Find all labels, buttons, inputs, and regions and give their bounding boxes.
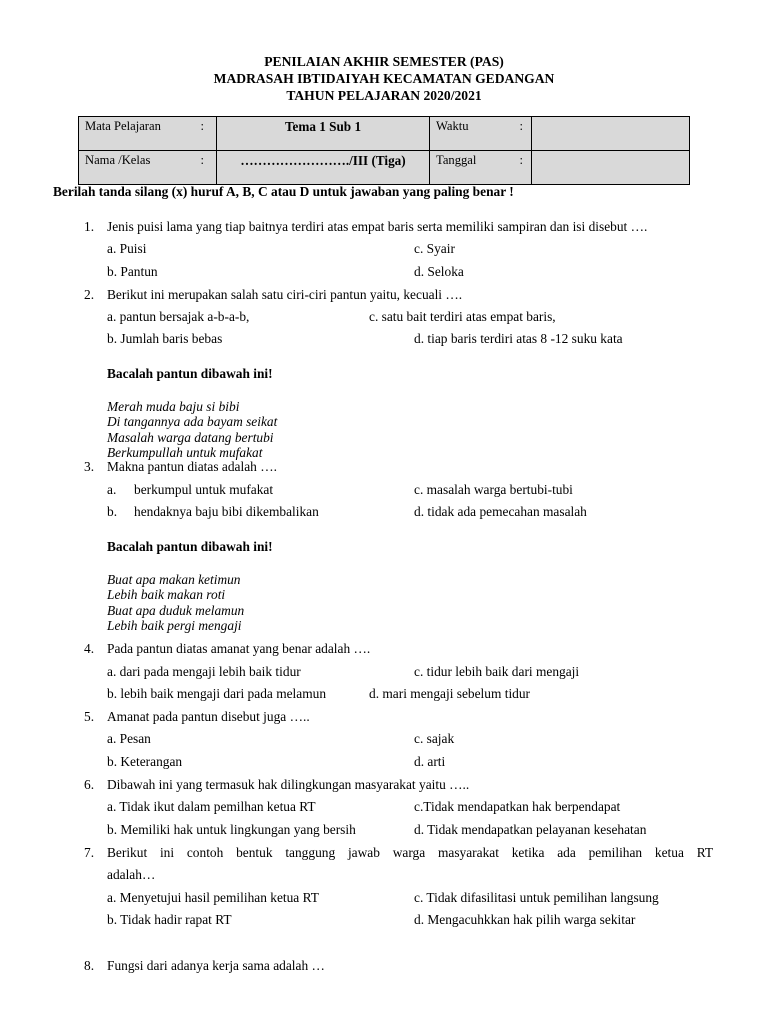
q3-poem-line-1: Merah muda baju si bibi [107, 399, 240, 414]
q5-text: Amanat pada pantun disebut juga ….. [107, 709, 310, 724]
q3-number: 3. [84, 459, 95, 474]
q4-poem-line-2: Lebih baik makan roti [107, 587, 226, 603]
q1-option-b[interactable]: b. Pantun [107, 264, 158, 279]
q7-option-d[interactable]: d. Mengacuhkkan hak pilih warga sekitar [414, 912, 636, 927]
student-info-table [78, 116, 690, 185]
q5-option-a[interactable]: a. Pesan [107, 731, 151, 746]
date-colon: : [519, 153, 523, 167]
date-label: Tanggal [436, 153, 477, 167]
q2-option-a[interactable]: a. pantun bersajak a-b-a-b, [107, 309, 250, 324]
q3-poem-line-3: Masalah warga datang bertubi [107, 429, 274, 445]
q3-option-c[interactable]: c. masalah warga bertubi-tubi [414, 482, 573, 497]
time-colon: : [519, 119, 523, 133]
subject-label-cell [79, 117, 217, 151]
q1-option-d[interactable]: d. Seloka [414, 264, 464, 279]
q1-option-a[interactable]: a. Puisi [107, 241, 147, 256]
q6-option-c[interactable]: c.Tidak mendapatkan hak berpendapat [414, 799, 621, 814]
q8-text: Fungsi dari adanya kerja sama adalah … [107, 958, 325, 973]
q7-number: 7. [84, 845, 95, 860]
q2-option-b[interactable]: b. Jumlah baris bebas [107, 331, 223, 346]
q2-text: Berikut ini merupakan salah satu ciri-ciri pantun yaitu, kecuali …. [107, 287, 463, 302]
name-colon: : [200, 153, 204, 167]
q4-option-d[interactable]: d. mari mengaji sebelum tidur [369, 686, 531, 701]
q3-poem [107, 399, 277, 461]
q3-poem-line-4: Berkumpullah untuk mufakat [107, 445, 263, 461]
q4-intro: Bacalah pantun dibawah ini! [107, 539, 273, 554]
q4-option-a[interactable]: a. dari pada mengaji lebih baik tidur [107, 664, 301, 679]
header-line-1: PENILAIAN AKHIR SEMESTER (PAS) [264, 54, 504, 69]
q7-text: Berikut ini contoh bentuk tanggung jawab warga masyarakat ketika ada pemilihan ketua RT [107, 845, 713, 860]
date-label-cell [430, 151, 532, 185]
name-label-cell [79, 151, 217, 185]
q4-option-c[interactable]: c. tidur lebih baik dari mengaji [414, 664, 580, 679]
time-value[interactable] [532, 117, 690, 151]
q3-option-a-letter: a. [107, 482, 117, 497]
q5-option-c[interactable]: c. sajak [414, 731, 455, 746]
info-row-name [79, 151, 690, 185]
q3-option-d[interactable]: d. tidak ada pemecahan masalah [414, 504, 587, 519]
subject-colon: : [200, 119, 204, 133]
q3-option-a[interactable]: berkumpul untuk mufakat [134, 482, 274, 497]
q1-option-c[interactable]: c. Syair [414, 241, 455, 256]
q3-option-b-letter: b. [107, 504, 118, 519]
q3-option-b[interactable]: hendaknya baju bibi dikembalikan [134, 504, 319, 519]
q7-option-a[interactable]: a. Menyetujui hasil pemilihan ketua RT [107, 890, 319, 905]
q2-option-c[interactable]: c. satu bait terdiri atas empat baris, [369, 309, 556, 324]
q6-option-b[interactable]: b. Memiliki hak untuk lingkungan yang bersih [107, 822, 356, 837]
time-label: Waktu [436, 119, 469, 133]
subject-label: Mata Pelajaran [85, 119, 161, 133]
date-value[interactable] [532, 151, 690, 185]
q7-option-b[interactable]: b. Tidak hadir rapat RT [107, 912, 232, 927]
exam-header [0, 53, 768, 104]
time-label-cell [430, 117, 532, 151]
name-label: Nama /Kelas [85, 153, 151, 167]
q6-option-a[interactable]: a. Tidak ikut dalam pemilhan ketua RT [107, 799, 316, 814]
q7-text-continued: adalah… [107, 867, 156, 882]
q4-number: 4. [84, 641, 95, 656]
q2-number: 2. [84, 287, 95, 302]
q1-text: Jenis puisi lama yang tiap baitnya terdiri atas empat baris serta memiliki sampiran dan isi disebut …. [107, 219, 648, 234]
q3-poem-line-2: Di tangannya ada bayam seikat [107, 414, 278, 430]
subject-value: Tema 1 Sub 1 [217, 117, 430, 151]
q4-option-b[interactable]: b. lebih baik mengaji dari pada melamun [107, 686, 327, 701]
q2-option-d[interactable]: d. tiap baris terdiri atas 8 -12 suku kata [414, 331, 623, 346]
q6-number: 6. [84, 777, 95, 792]
q8-number: 8. [84, 958, 95, 973]
info-row-subject [79, 117, 690, 151]
q4-poem [107, 572, 244, 634]
header-line-2: MADRASAH IBTIDAIYAH KECAMATAN GEDANGAN [213, 71, 555, 86]
instruction-text: Berilah tanda silang (x) huruf A, B, C atau D untuk jawaban yang paling benar ! [53, 184, 514, 199]
q5-option-d[interactable]: d. arti [414, 754, 446, 769]
q7-option-c[interactable]: c. Tidak difasilitasi untuk pemilihan langsung [414, 890, 659, 905]
q4-text: Pada pantun diatas amanat yang benar adalah …. [107, 641, 371, 656]
q5-number: 5. [84, 709, 95, 724]
q6-text: Dibawah ini yang termasuk hak dilingkungan masyarakat yaitu ….. [107, 777, 470, 792]
q1-number: 1. [84, 219, 95, 234]
q6-option-d[interactable]: d. Tidak mendapatkan pelayanan kesehatan [414, 822, 647, 837]
q3-intro: Bacalah pantun dibawah ini! [107, 366, 273, 381]
q4-poem-line-1: Buat apa makan ketimun [107, 572, 241, 587]
q4-poem-line-3: Buat apa duduk melamun [107, 602, 245, 618]
q5-option-b[interactable]: b. Keterangan [107, 754, 183, 769]
q4-poem-line-4: Lebih baik pergi mengaji [107, 618, 242, 634]
header-line-3: TAHUN PELAJARAN 2020/2021 [286, 88, 482, 103]
q3-text: Makna pantun diatas adalah …. [107, 459, 277, 474]
name-class-value[interactable]: ……………………./III (Tiga) [217, 151, 430, 185]
